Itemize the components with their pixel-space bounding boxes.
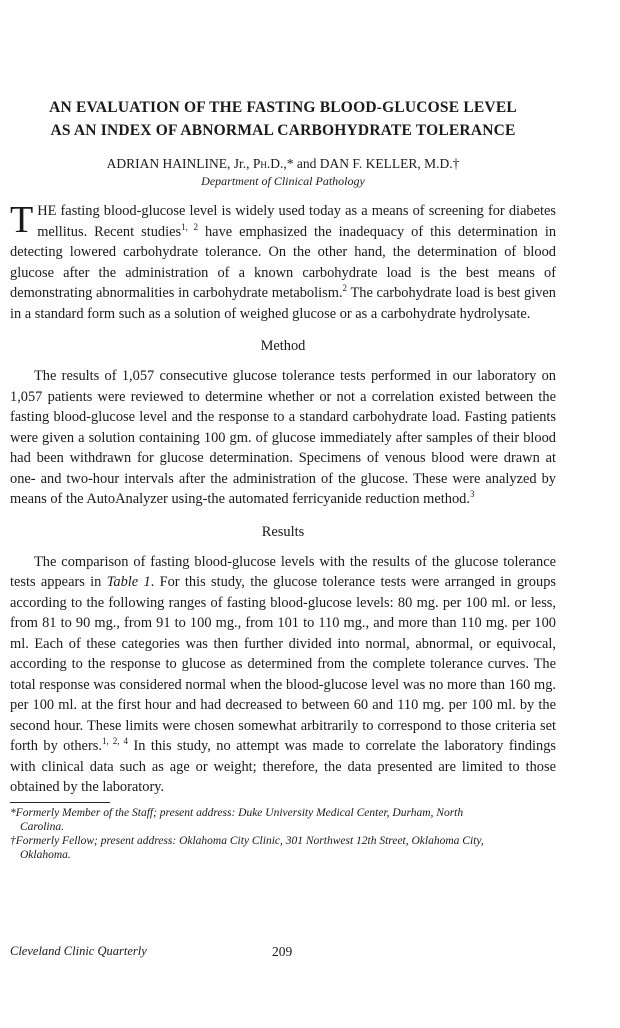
author-1: ADRIAN HAINLINE, Jr., [106, 156, 253, 171]
footnote-1-cont: Carolina. [20, 820, 64, 833]
page-number: 209 [272, 944, 293, 959]
drop-cap: T [10, 199, 34, 241]
citation-1-2-4: 1, 2, 4 [101, 736, 129, 747]
author-2: DAN F. KELLER, M.D.† [319, 156, 460, 171]
citation-3: 3 [469, 489, 475, 500]
results-heading: Results [261, 523, 305, 540]
department: Department of Clinical Pathology [201, 174, 365, 188]
results-paragraph [10, 552, 556, 798]
page-footer [10, 944, 556, 959]
intro-text-c: The carbohydrate load is best given in a standard form such as a solution of weighed glucose or as a carbohydrate hydrolysate. [10, 285, 556, 322]
method-paragraph [10, 366, 556, 510]
results-text-a: The comparison of fasting blood-glucose levels with the results of the glucose tolerance tests appears in [10, 553, 556, 590]
footnote-rule [10, 802, 110, 803]
footnote-2-text: †Formerly Fellow; present address: Oklahoma City Clinic, 301 Northwest 12th Street, Oklahoma City, [10, 834, 484, 847]
title-line-1: AN EVALUATION OF THE FASTING BLOOD-GLUCOSE LEVEL [49, 99, 517, 116]
footnote-2-cont: Oklahoma. [20, 848, 71, 861]
article [10, 96, 556, 862]
results-text-c: In this study, no attempt was made to correlate the laboratory findings with clinical data such as age or weight; therefore, the data presented are limited to those obtained by the laboratory. [10, 738, 556, 795]
journal-name: Cleveland Clinic Quarterly [10, 944, 147, 958]
method-heading: Method [260, 338, 306, 354]
method-text: The results of 1,057 consecutive glucose tolerance tests performed in our laboratory on 1,057 patients were reviewed to determine whether or not a correlation existed between the fasting blood-glucose level and the response to a standard carbohydrate load. Fasting patients were given a solution containing 100 gm. of glucose immediately after samples of their blood had been withdrawn for glucose determination. Specimens of venous blood were drawn at one- and two-hour intervals after the administration of the glucose. These were analyzed by means of the AutoAnalyzer using-the automated ferricyanide reduction method. [10, 368, 556, 507]
citation-2: 2 [342, 283, 348, 294]
title-line-2: AS AN INDEX OF ABNORMAL CARBOHYDRATE TOLERANCE [50, 122, 516, 139]
author-line [10, 155, 556, 173]
citation-1-2: 1, 2 [181, 221, 198, 232]
footnote-1-text: *Formerly Member of the Staff; present address: Duke University Medical Center, Durham, North [10, 806, 464, 819]
intro-text-b: have emphasized the inadequacy of this determination in detecting lowered carbohydrate tolerance. On the other hand, the determination of blood glucose after the administration of a known carbohydrate load is the best means of demonstrating abnormalities in carbohydrate metabolism. [10, 223, 557, 301]
article-title [10, 96, 556, 142]
footnote-2 [10, 834, 556, 862]
table-reference: Table 1 [106, 574, 151, 590]
author-separator: ,* and [283, 156, 320, 171]
intro-paragraph [10, 201, 556, 324]
results-text-b: . For this study, the glucose tolerance tests were arranged in groups according to the following ranges of fasting blood-glucose levels: 80 mg. per 100 ml. or less, from 81 to 90 mg., from 91 to 100 mg., from 101 to 110 mg., and more than 110 mg. per 100 ml. Each of these categories was then further divided into normal, abnormal, or equivocal, according to the response to glucose as determined from the complete tolerance curves. The total response was considered normal when the blood-glucose level was no more than 160 mg. per 100 ml. at the first hour and had decreased to between 60 and 110 mg. per 100 ml. by the second hour. These limits were chosen somewhat arbitrarily to correspond to those criteria set forth by others. [10, 574, 556, 754]
intro-text-a: HE fasting blood-glucose level is widely used today as a means of screening for diabetes mellitus. Recent studies [37, 203, 556, 240]
footnote-1 [10, 806, 556, 834]
author-1-degree: Ph.D. [252, 156, 284, 171]
